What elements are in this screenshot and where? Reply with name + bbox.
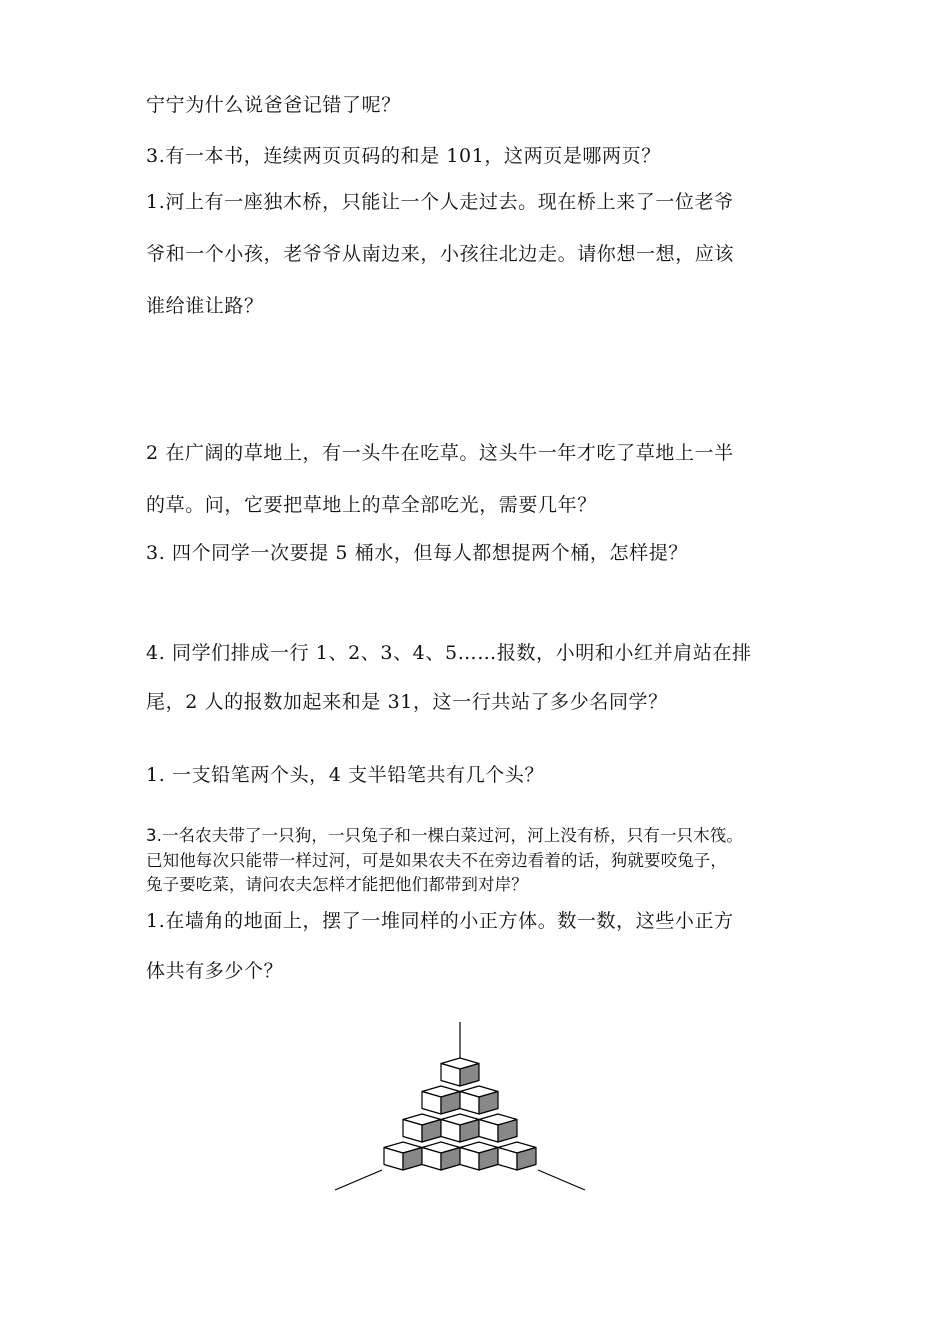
- text-line-small: 3.一名农夫带了一只狗，一只兔子和一棵白菜过河，河上没有桥，只有一只木筏。: [146, 826, 743, 845]
- text-line-small: 兔子要吃菜，请问农夫怎样才能把他们都带到对岸？: [146, 875, 528, 894]
- text-line: 宁宁为什么说爸爸记错了呢？: [146, 94, 401, 116]
- cube-pyramid-icon: [330, 1020, 590, 1195]
- text-line: 爷和一个小孩，老爷爷从南边来，小孩往北边走。请你想一想，应该: [146, 243, 735, 265]
- text-line: 的草。问，它要把草地上的草全部吃光，需要几年？: [146, 494, 597, 516]
- floor-left-line: [335, 1170, 382, 1190]
- floor-right-line: [538, 1170, 585, 1190]
- text-line: 3. 四个同学一次要提 5 桶水，但每人都想提两个桶，怎样提？: [146, 542, 688, 564]
- text-line: 体共有多少个？: [146, 960, 284, 982]
- text-line: 2 在广阔的草地上，有一头牛在吃草。这头牛一年才吃了草地上一半: [146, 442, 734, 464]
- text-line-small: 已知他每次只能带一样过河，可是如果农夫不在旁边看着的话，狗就要咬兔子，: [146, 851, 727, 870]
- text-line: 1. 一支铅笔两个头，4 支半铅笔共有几个头？: [146, 764, 545, 786]
- text-line: 4. 同学们排成一行 1、2、3、4、5……报数，小明和小红并肩站在排: [146, 642, 752, 664]
- text-line: 3.有一本书，连续两页页码的和是 101，这两页是哪两页？: [146, 145, 661, 167]
- text-line: 1.在墙角的地面上，摆了一堆同样的小正方体。数一数，这些小正方: [146, 910, 734, 932]
- text-line: 1.河上有一座独木桥，只能让一个人走过去。现在桥上来了一位老爷: [146, 191, 734, 213]
- text-line: 谁给谁让路？: [146, 295, 264, 317]
- text-line: 尾，2 人的报数加起来和是 31，这一行共站了多少名同学？: [146, 691, 668, 713]
